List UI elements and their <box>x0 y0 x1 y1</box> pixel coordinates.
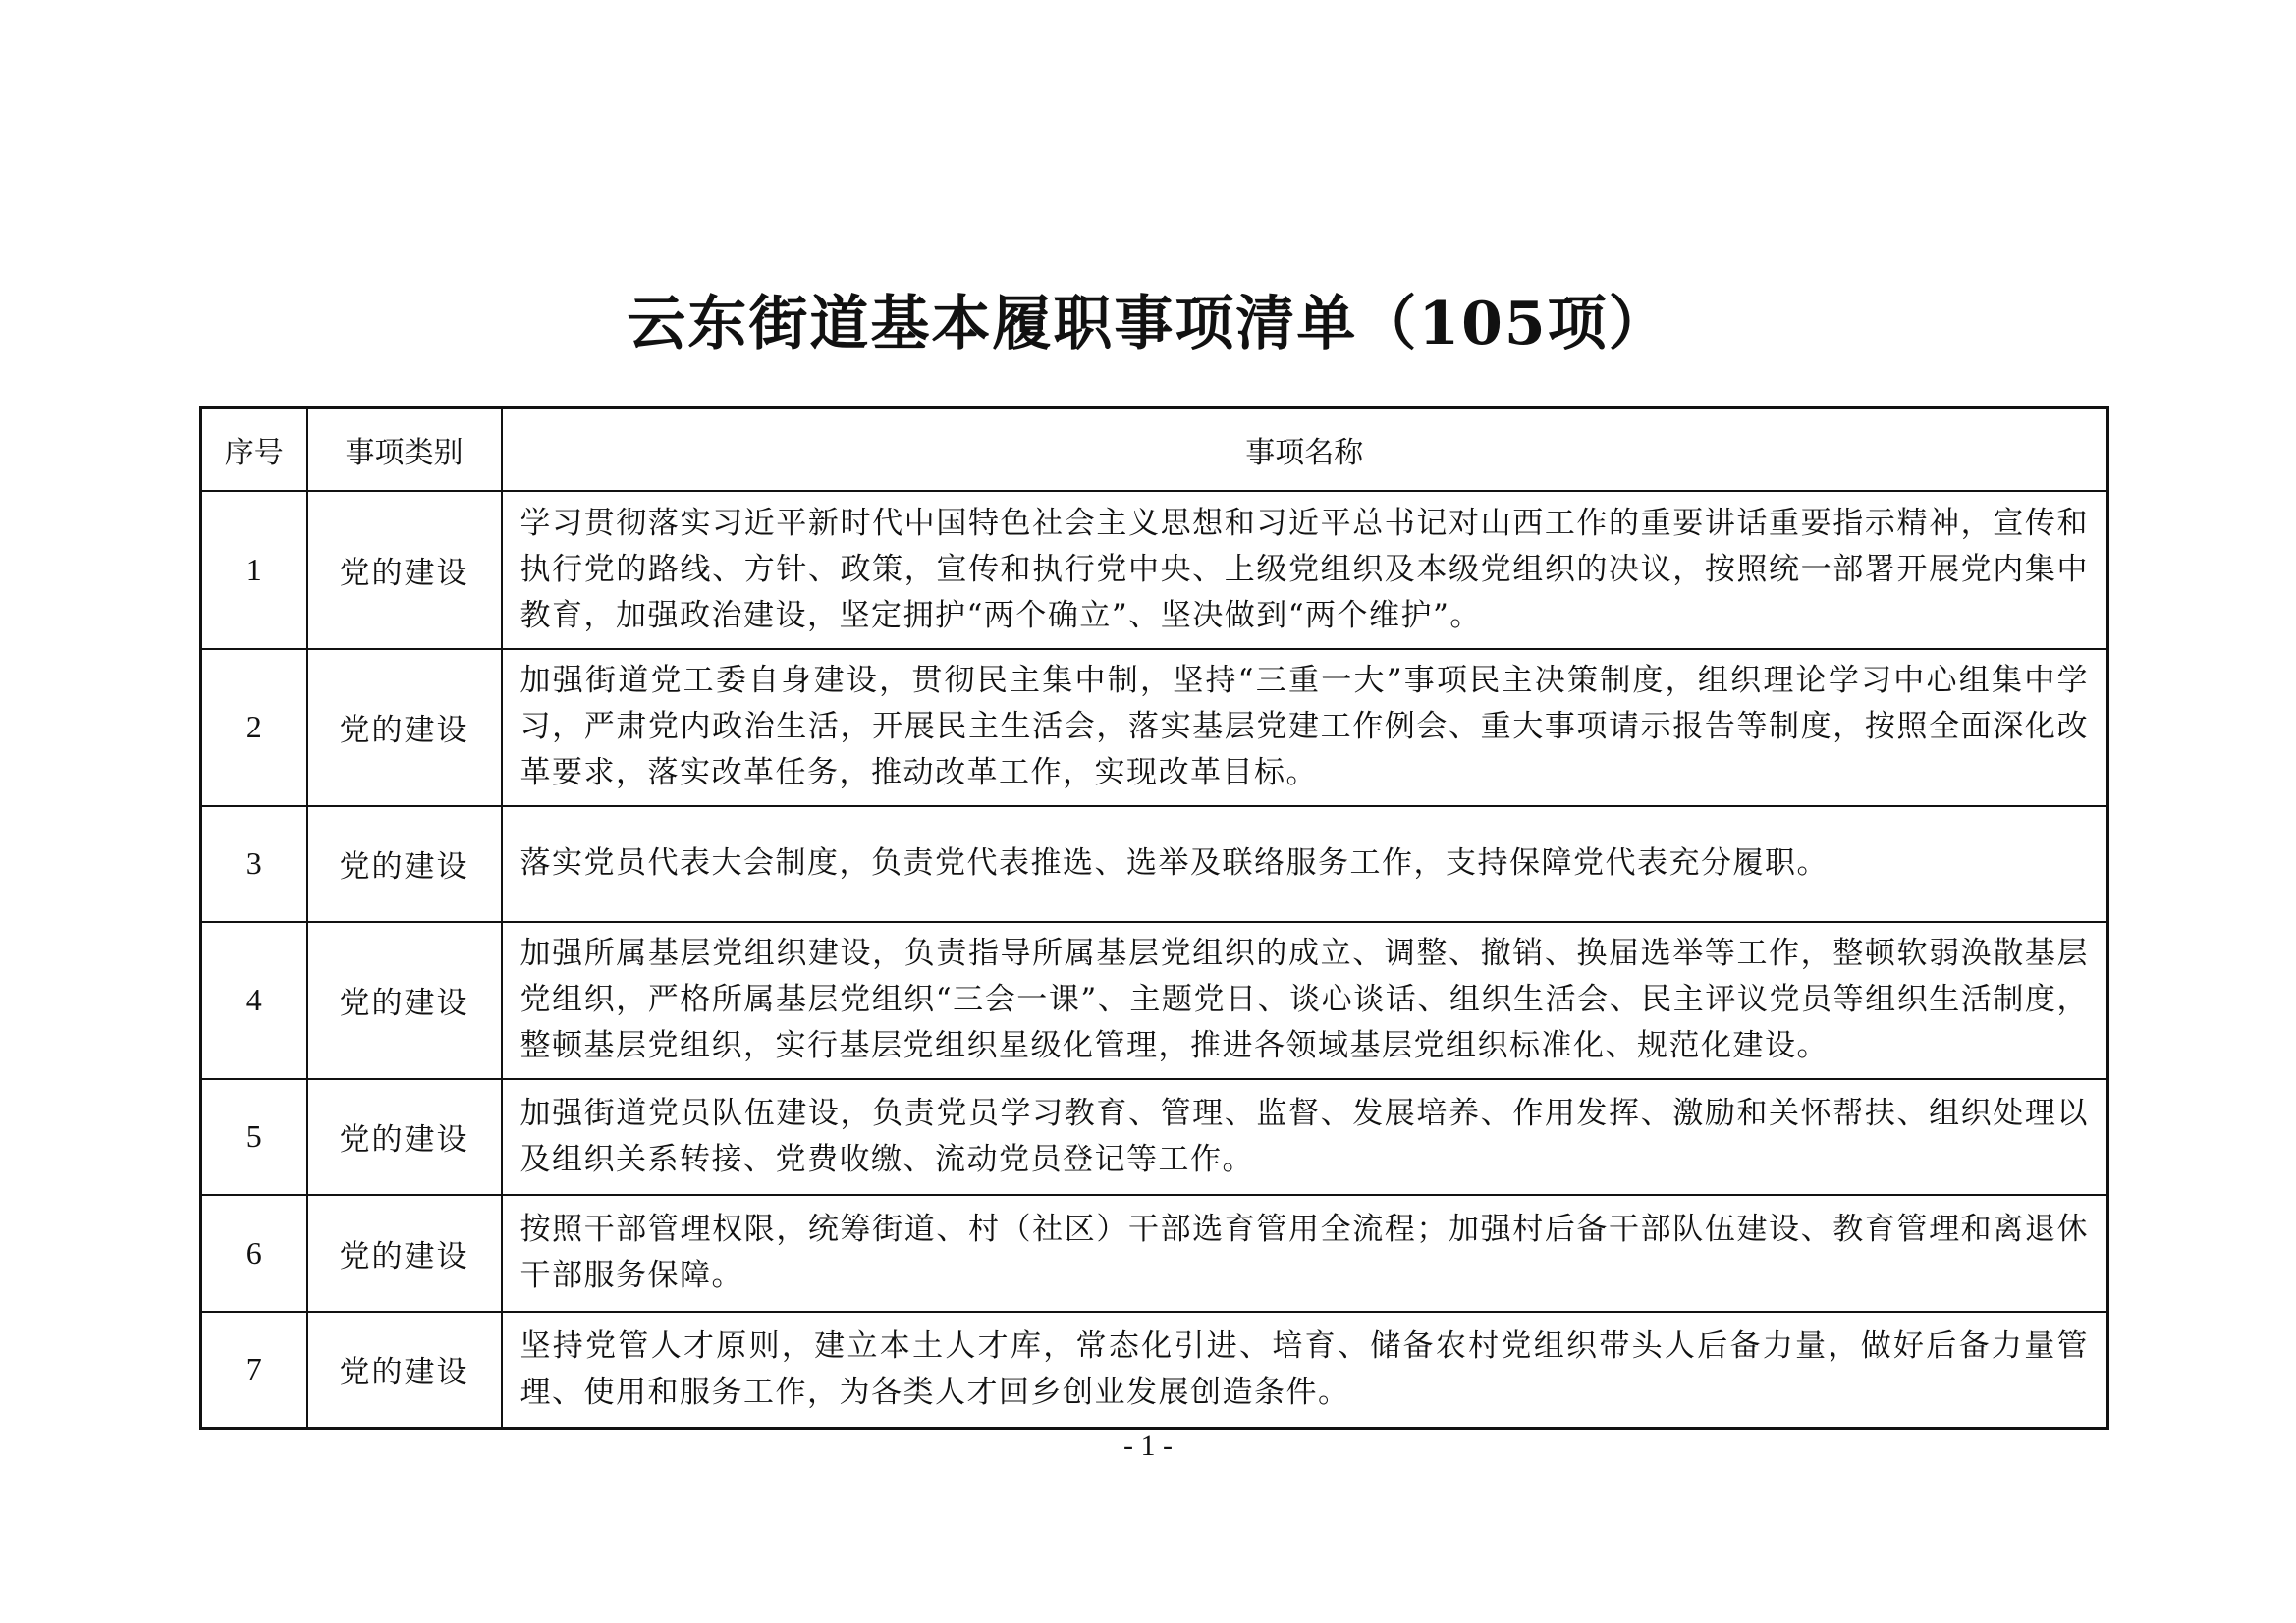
row-item-category: 党的建设 <box>307 806 502 922</box>
table-header-row <box>201 408 2108 491</box>
row-serial-number: 1 <box>201 491 307 649</box>
row-item-category: 党的建设 <box>307 649 502 806</box>
document-title: 云东街道基本履职事项清单（105项） <box>627 290 1669 358</box>
table-row <box>201 649 2108 806</box>
row-item-category: 党的建设 <box>307 922 502 1079</box>
row-item-category: 党的建设 <box>307 1195 502 1312</box>
table-row <box>201 1079 2108 1195</box>
page-number: - 1 - <box>1123 1430 1173 1462</box>
row-item-name: 加强街道党员队伍建设，负责党员学习教育、管理、监督、发展培养、作用发挥、激励和关怀帮扶、组织处理以及组织关系转接、党费收缴、流动党员登记等工作。 <box>502 1079 2108 1195</box>
header-item-category: 事项类别 <box>307 408 502 491</box>
row-item-name: 加强所属基层党组织建设，负责指导所属基层党组织的成立、调整、撤销、换届选举等工作，整顿软弱涣散基层党组织，严格所属基层党组织“三会一课”、主题党日、谈心谈话、组织生活会、民主评议党员等组织生活制度，整顿基层党组织，实行基层党组织星级化管理，推进各领域基层党组织标准化、规范化建设。 <box>502 922 2108 1079</box>
table-row <box>201 491 2108 649</box>
row-item-category: 党的建设 <box>307 491 502 649</box>
table-row <box>201 806 2108 922</box>
row-item-name: 加强街道党工委自身建设，贯彻民主集中制，坚持“三重一大”事项民主决策制度，组织理论学习中心组集中学习，严肃党内政治生活，开展民主生活会，落实基层党建工作例会、重大事项请示报告等制度，按照全面深化改革要求，落实改革任务，推动改革工作，实现改革目标。 <box>502 649 2108 806</box>
row-item-category: 党的建设 <box>307 1079 502 1195</box>
row-serial-number: 7 <box>201 1312 307 1429</box>
row-serial-number: 4 <box>201 922 307 1079</box>
table-row <box>201 1312 2108 1429</box>
table-row <box>201 922 2108 1079</box>
row-item-category: 党的建设 <box>307 1312 502 1429</box>
header-serial-number: 序号 <box>201 408 307 491</box>
row-item-name: 学习贯彻落实习近平新时代中国特色社会主义思想和习近平总书记对山西工作的重要讲话重要指示精神，宣传和执行党的路线、方针、政策，宣传和执行党中央、上级党组织及本级党组织的决议，按照统一部署开展党内集中教育，加强政治建设，坚定拥护“两个确立”、坚决做到“两个维护”。 <box>502 491 2108 649</box>
row-item-name: 按照干部管理权限，统筹街道、村（社区）干部选育管用全流程；加强村后备干部队伍建设、教育管理和离退休干部服务保障。 <box>502 1195 2108 1312</box>
row-item-name: 落实党员代表大会制度，负责党代表推选、选举及联络服务工作，支持保障党代表充分履职。 <box>502 806 2108 922</box>
row-serial-number: 5 <box>201 1079 307 1195</box>
row-serial-number: 6 <box>201 1195 307 1312</box>
table-row <box>201 1195 2108 1312</box>
header-item-name: 事项名称 <box>502 408 2108 491</box>
row-serial-number: 2 <box>201 649 307 806</box>
duty-list-table <box>199 406 2109 1430</box>
row-item-name: 坚持党管人才原则，建立本土人才库，常态化引进、培育、储备农村党组织带头人后备力量，做好后备力量管理、使用和服务工作，为各类人才回乡创业发展创造条件。 <box>502 1312 2108 1429</box>
row-serial-number: 3 <box>201 806 307 922</box>
